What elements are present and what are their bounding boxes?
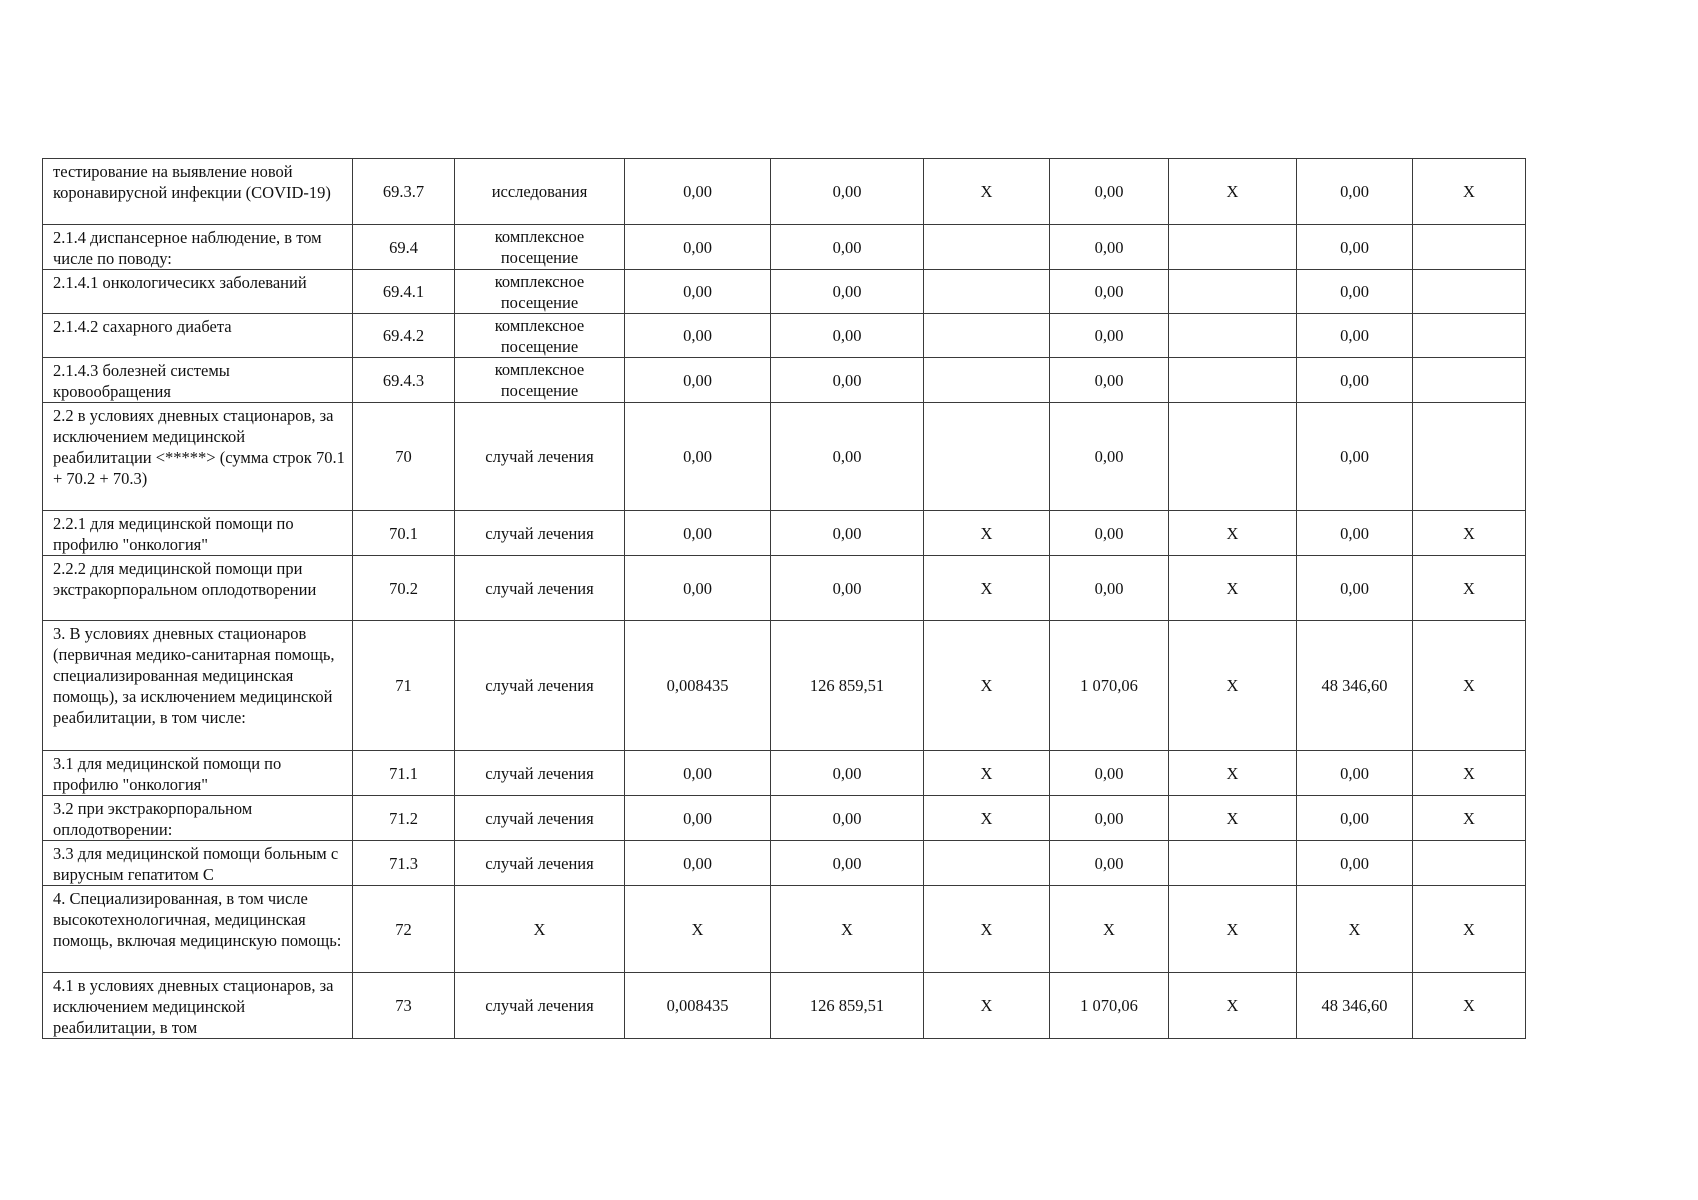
row-code: 70.2 [353,556,455,621]
row-code: 73 [353,973,455,1039]
row-value-c5: 0,00 [771,751,924,796]
row-value-c7: 0,00 [1050,159,1169,225]
row-unit: случай лечения [455,511,625,556]
row-unit: случай лечения [455,841,625,886]
row-value-c7: 0,00 [1050,751,1169,796]
row-value-c5: 0,00 [771,159,924,225]
row-unit: случай лечения [455,751,625,796]
row-code: 71 [353,621,455,751]
row-name: 2.1.4.3 болезней системы кровообращения [43,358,353,403]
row-value-c9: 0,00 [1297,511,1413,556]
row-value-c7: 1 070,06 [1050,973,1169,1039]
table-row [43,270,1526,314]
row-value-c8: X [1169,556,1297,621]
row-value-c6 [924,841,1050,886]
row-value-c8: X [1169,751,1297,796]
row-value-c9: 0,00 [1297,314,1413,358]
row-value-c4: 0,00 [625,841,771,886]
row-value-c7: 0,00 [1050,841,1169,886]
row-value-c8 [1169,314,1297,358]
row-value-c7: 0,00 [1050,358,1169,403]
row-name: 2.2 в условиях дневных стационаров, за исключением медицинской реабилитации <*****> (сумма строк 70.1 + 70.2 + 70.3) [43,403,353,511]
row-value-c9: 0,00 [1297,841,1413,886]
row-value-c7: 0,00 [1050,511,1169,556]
table-row [43,314,1526,358]
row-value-c6 [924,270,1050,314]
row-value-c6: X [924,556,1050,621]
row-value-c8: X [1169,886,1297,973]
row-value-c8: X [1169,796,1297,841]
row-name: 3. В условиях дневных стационаров (первичная медико-санитарная помощь, специализированная медицинская помощь), за исключением медицинской реабилитации, в том числе: [43,621,353,751]
row-value-c8 [1169,270,1297,314]
row-value-c4: 0,00 [625,511,771,556]
row-value-c10 [1413,358,1526,403]
table-row [43,973,1526,1039]
row-value-c10 [1413,225,1526,270]
row-value-c6: X [924,511,1050,556]
row-value-c5: 0,00 [771,796,924,841]
row-value-c5: 0,00 [771,556,924,621]
row-value-c4: 0,008435 [625,621,771,751]
row-code: 69.4 [353,225,455,270]
table-row [43,796,1526,841]
row-value-c4: 0,00 [625,556,771,621]
row-value-c5: 126 859,51 [771,973,924,1039]
row-value-c6 [924,358,1050,403]
row-unit: случай лечения [455,621,625,751]
row-value-c7: 0,00 [1050,225,1169,270]
row-name: 2.1.4.1 онкологичесикх заболеваний [43,270,353,314]
row-unit: случай лечения [455,556,625,621]
row-unit: комплексное посещение [455,270,625,314]
row-value-c10 [1413,270,1526,314]
row-value-c8 [1169,841,1297,886]
row-value-c9: 0,00 [1297,159,1413,225]
row-value-c10: X [1413,796,1526,841]
row-value-c6: X [924,796,1050,841]
row-code: 72 [353,886,455,973]
row-value-c10: X [1413,973,1526,1039]
row-value-c9: X [1297,886,1413,973]
row-value-c7: X [1050,886,1169,973]
row-value-c9: 0,00 [1297,403,1413,511]
row-value-c7: 0,00 [1050,796,1169,841]
row-value-c6: X [924,886,1050,973]
row-unit: X [455,886,625,973]
row-name: 2.2.1 для медицинской помощи по профилю "онкология" [43,511,353,556]
row-value-c4: 0,00 [625,314,771,358]
row-value-c5: 0,00 [771,270,924,314]
row-value-c7: 0,00 [1050,556,1169,621]
row-unit: комплексное посещение [455,225,625,270]
table-row [43,886,1526,973]
row-value-c9: 0,00 [1297,556,1413,621]
row-value-c4: X [625,886,771,973]
row-unit: исследования [455,159,625,225]
table-row [43,225,1526,270]
row-value-c7: 0,00 [1050,403,1169,511]
row-value-c9: 0,00 [1297,751,1413,796]
row-value-c4: 0,00 [625,751,771,796]
row-name: 4.1 в условиях дневных стационаров, за исключением медицинской реабилитации, в том [43,973,353,1039]
row-value-c6 [924,403,1050,511]
row-value-c5: 0,00 [771,841,924,886]
row-value-c4: 0,00 [625,159,771,225]
row-value-c5: 0,00 [771,403,924,511]
table-row [43,556,1526,621]
row-value-c10 [1413,403,1526,511]
row-value-c8: X [1169,511,1297,556]
row-unit: случай лечения [455,973,625,1039]
row-value-c4: 0,00 [625,403,771,511]
row-value-c4: 0,00 [625,270,771,314]
row-value-c4: 0,00 [625,225,771,270]
row-value-c8: X [1169,973,1297,1039]
row-value-c8 [1169,225,1297,270]
row-code: 71.3 [353,841,455,886]
row-name: 3.1 для медицинской помощи по профилю "онкология" [43,751,353,796]
financing-norms-table [42,158,1526,1039]
table-row [43,621,1526,751]
table-row [43,159,1526,225]
row-value-c10: X [1413,511,1526,556]
table-row [43,841,1526,886]
row-value-c10: X [1413,621,1526,751]
row-code: 69.4.2 [353,314,455,358]
row-value-c4: 0,00 [625,796,771,841]
row-value-c5: 0,00 [771,511,924,556]
row-value-c4: 0,00 [625,358,771,403]
row-name: 2.1.4 диспансерное наблюдение, в том числе по поводу: [43,225,353,270]
row-code: 71.1 [353,751,455,796]
row-value-c10: X [1413,556,1526,621]
row-value-c8: X [1169,621,1297,751]
row-unit: комплексное посещение [455,358,625,403]
row-value-c7: 0,00 [1050,314,1169,358]
row-name: 3.3 для медицинской помощи больным с вирусным гепатитом C [43,841,353,886]
row-code: 69.4.3 [353,358,455,403]
row-value-c6: X [924,751,1050,796]
row-name: 3.2 при экстракорпоральном оплодотворении: [43,796,353,841]
row-code: 70.1 [353,511,455,556]
row-value-c5: X [771,886,924,973]
row-value-c10 [1413,314,1526,358]
table-row [43,403,1526,511]
row-value-c5: 0,00 [771,314,924,358]
row-value-c6 [924,314,1050,358]
row-value-c10: X [1413,886,1526,973]
row-name: тестирование на выявление новой коронавирусной инфекции (COVID-19) [43,159,353,225]
row-value-c7: 0,00 [1050,270,1169,314]
row-unit: случай лечения [455,796,625,841]
row-value-c9: 48 346,60 [1297,621,1413,751]
row-value-c7: 1 070,06 [1050,621,1169,751]
row-unit: комплексное посещение [455,314,625,358]
row-value-c6: X [924,973,1050,1039]
row-value-c10: X [1413,159,1526,225]
row-name: 2.2.2 для медицинской помощи при экстракорпоральном оплодотворении [43,556,353,621]
row-value-c6: X [924,159,1050,225]
row-code: 70 [353,403,455,511]
row-value-c8 [1169,358,1297,403]
row-value-c8 [1169,403,1297,511]
table-row [43,751,1526,796]
row-value-c10: X [1413,751,1526,796]
row-value-c5: 0,00 [771,358,924,403]
row-code: 69.3.7 [353,159,455,225]
row-value-c9: 48 346,60 [1297,973,1413,1039]
row-unit: случай лечения [455,403,625,511]
row-value-c9: 0,00 [1297,796,1413,841]
row-code: 69.4.1 [353,270,455,314]
table-row [43,358,1526,403]
row-value-c4: 0,008435 [625,973,771,1039]
row-value-c6: X [924,621,1050,751]
row-value-c5: 126 859,51 [771,621,924,751]
table-row [43,511,1526,556]
row-name: 4. Специализированная, в том числе высокотехнологичная, медицинская помощь, включая медицинскую помощь: [43,886,353,973]
row-value-c9: 0,00 [1297,358,1413,403]
row-value-c8: X [1169,159,1297,225]
row-value-c6 [924,225,1050,270]
row-value-c9: 0,00 [1297,270,1413,314]
row-name: 2.1.4.2 сахарного диабета [43,314,353,358]
row-code: 71.2 [353,796,455,841]
row-value-c5: 0,00 [771,225,924,270]
row-value-c9: 0,00 [1297,225,1413,270]
row-value-c10 [1413,841,1526,886]
